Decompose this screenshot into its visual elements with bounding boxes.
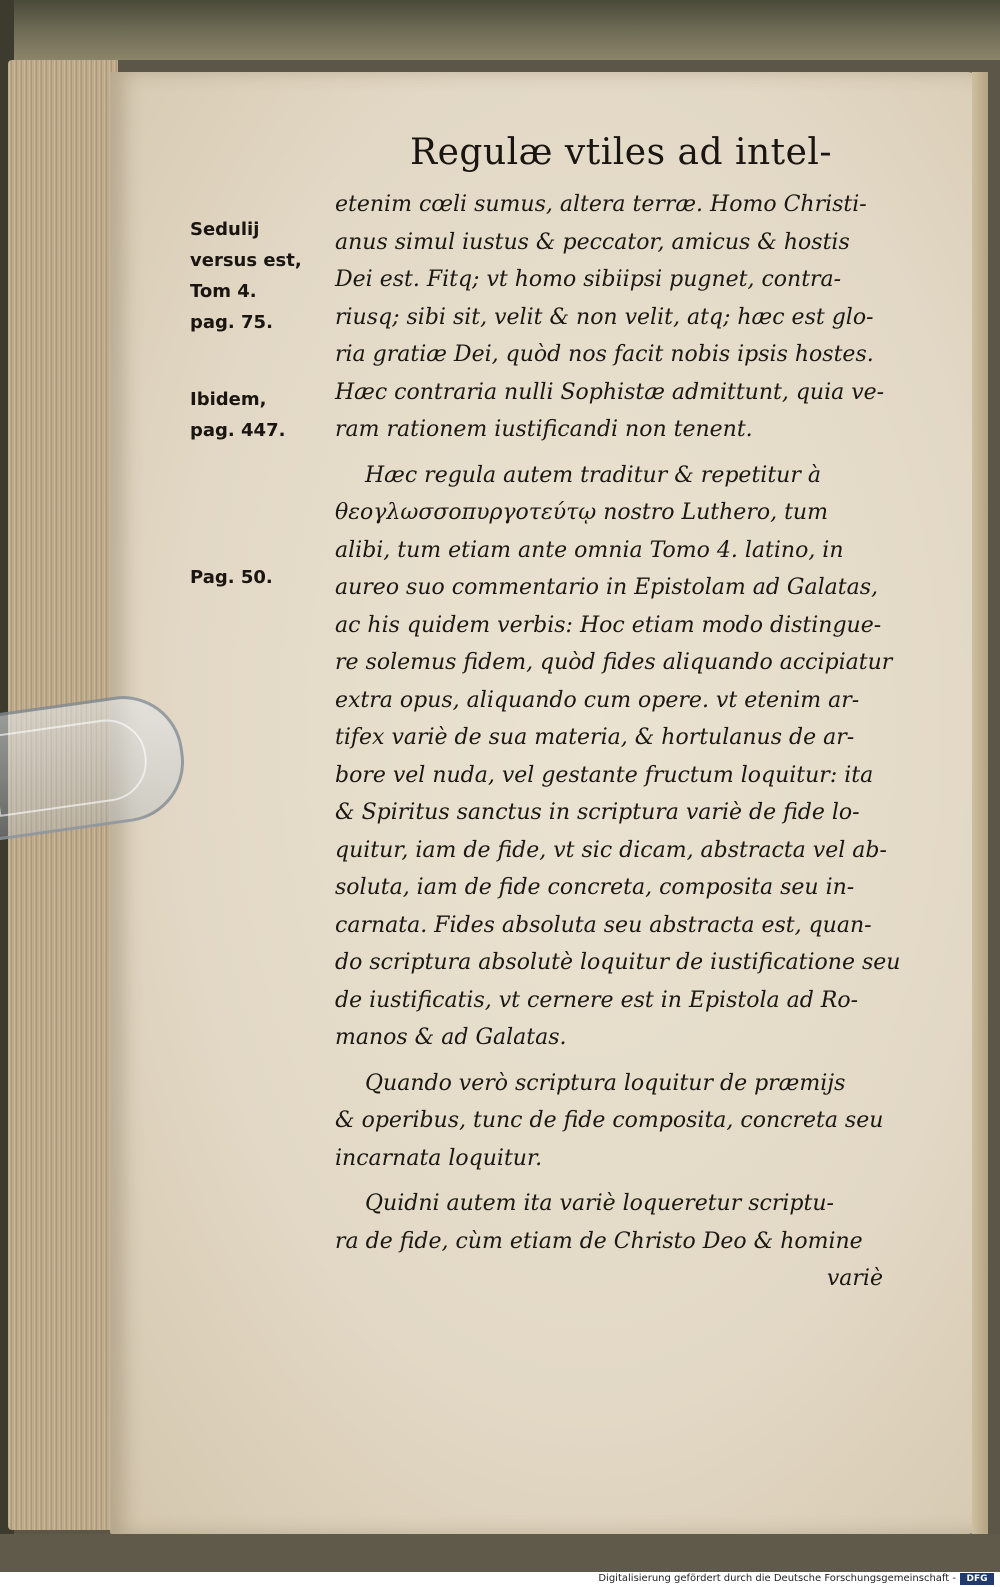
margin-note-line: Ibidem, — [190, 389, 267, 410]
text-line: & operibus, tunc de fide composita, concreta seu — [335, 1108, 884, 1133]
margin-note-line: pag. 447. — [190, 420, 286, 441]
text-line: soluta, iam de fide concreta, composita seu in- — [335, 875, 855, 900]
margin-note-line: Pag. 50. — [190, 567, 273, 588]
margin-note-line: Sedulij — [190, 219, 260, 240]
running-head: Regulæ vtiles ad intel- — [410, 132, 833, 173]
margin-note-pag50 — [190, 562, 273, 593]
text-line: & Spiritus sanctus in scriptura variè de fide lo- — [335, 800, 860, 825]
text-line: anus simul iustus & peccator, amicus & hostis — [335, 229, 850, 255]
text-line: quitur, iam de fide, vt sic dicam, abstracta vel ab- — [335, 837, 887, 863]
text-line: ram rationem iustificandi non tenent. — [335, 417, 753, 442]
text-line: manos & ad Galatas. — [335, 1025, 567, 1050]
margin-note-ibidem — [190, 384, 285, 446]
digitization-credit: Digitalisierung gefördert durch die Deutsche Forschungsgemeinschaft - — [598, 1573, 956, 1584]
text-line: Dei est. Fitq; vt homo sibiipsi pugnet, contra- — [335, 267, 842, 292]
text-line: aureo suo commentario in Epistolam ad Galatas, — [335, 575, 879, 600]
text-line: riusq; sibi sit, velit & non velit, atq; hæc est glo- — [335, 304, 874, 330]
text-line: tifex variè de sua materia, & hortulanus de ar- — [335, 725, 855, 750]
text-line: ac his quidem verbis: Hoc etiam modo distingue- — [335, 612, 882, 638]
text-line: etenim cœli sumus, altera terræ. Homo Christi- — [335, 192, 867, 217]
text-line: carnata. Fides absoluta seu abstracta est, quan- — [335, 912, 872, 938]
catchword: variè — [826, 1266, 883, 1291]
margin-note-sedulius — [190, 214, 302, 338]
text-line: Hæc contraria nulli Sophistæ admittunt, quia ve- — [335, 379, 885, 405]
text-line: θεογλωσσοπυργοτεύτῳ nostro Luthero, tum — [335, 500, 828, 525]
text-line: Hæc regula autem traditur & repetitur à — [365, 462, 821, 488]
text-line: Quando verò scriptura loquitur de præmijs — [365, 1070, 846, 1096]
text-line: do scriptura absolutè loquitur de iustificatione seu — [335, 950, 901, 975]
text-line: Quidni autem ita variè loqueretur scriptu- — [365, 1191, 834, 1216]
book-cover-top — [0, 0, 1000, 60]
dfg-logo: DFG — [960, 1573, 994, 1585]
page-right-edge — [972, 72, 988, 1534]
glass-highlight — [0, 714, 152, 817]
text-line: bore vel nuda, vel gestante fructum loquitur: ita — [335, 762, 874, 788]
text-line: de iustificatis, vt cernere est in Epistola ad Ro- — [335, 987, 859, 1013]
body-text — [335, 186, 901, 1298]
text-line: re solemus fidem, quòd fides aliquando accipiatur — [335, 650, 893, 675]
text-line: incarnata loquitur. — [335, 1145, 543, 1171]
margin-note-line: versus est, — [190, 250, 302, 271]
margin-note-line: Tom 4. — [190, 281, 257, 302]
text-line: ria gratiæ Dei, quòd nos facit nobis ipsis hostes. — [335, 342, 874, 367]
text-line: ra de fide, cùm etiam de Christo Deo & homine — [335, 1228, 863, 1254]
text-line: alibi, tum etiam ante omnia Tomo 4. latino, in — [335, 537, 844, 563]
margin-note-line: pag. 75. — [190, 312, 273, 333]
text-line: extra opus, aliquando cum opere. vt etenim ar- — [335, 687, 860, 713]
